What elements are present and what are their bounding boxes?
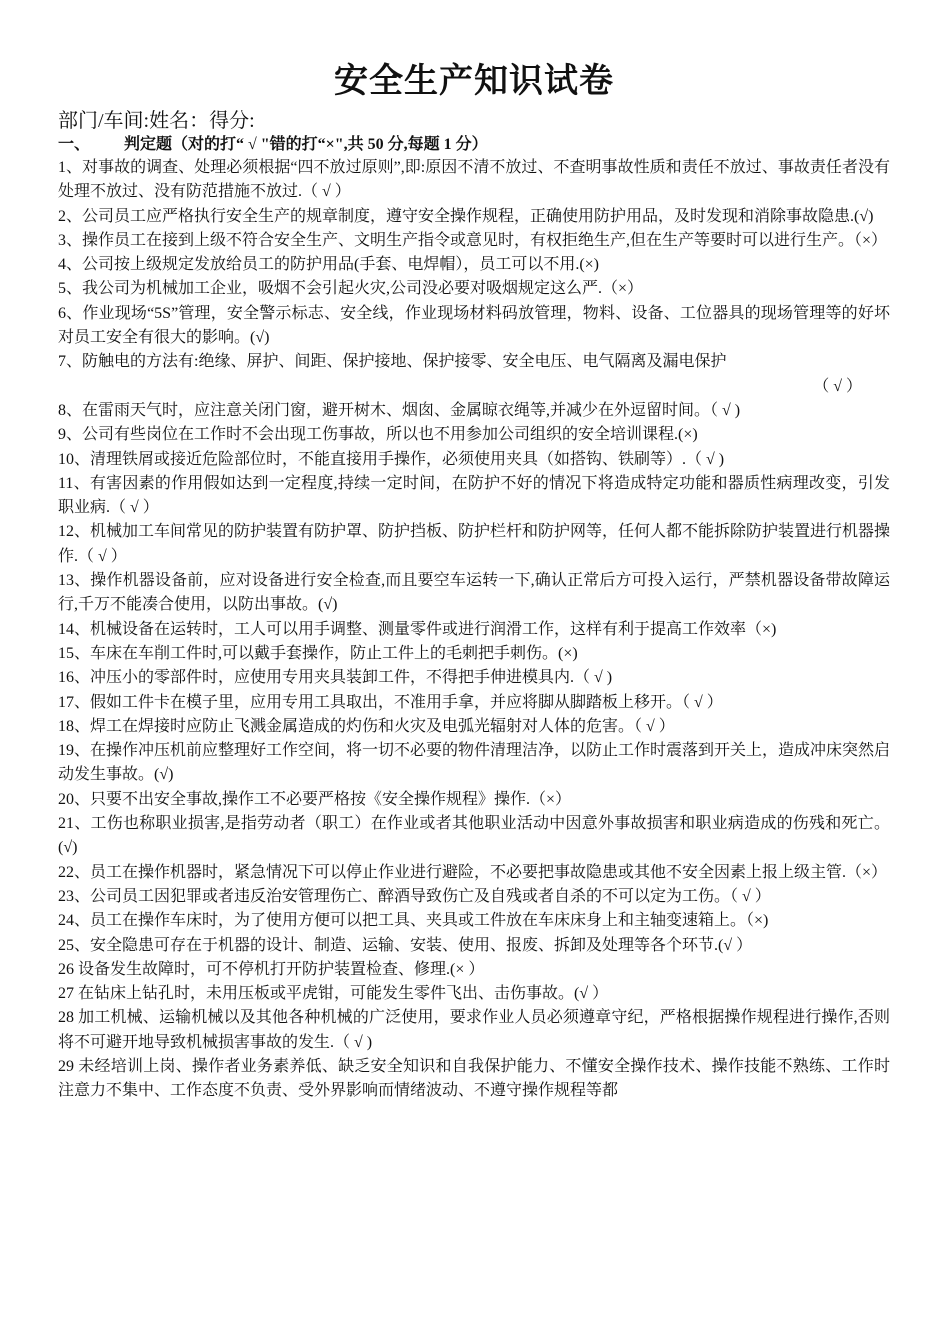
question-item: 1、对事故的调查、处理必须根据“四不放过原则”,即:原因不清不放过、不查明事故性质和责任不放过、事故责任者没有处理不放过、没有防范措施不放过.（ √ ） (58, 159, 890, 201)
question-item: 14、机械设备在运转时，工人可以用手调整、测量零件或进行润滑工作，这样有利于提高工作效率（×) (58, 620, 777, 638)
question-item: 16、冲压小的零部件时，应使用专用夹具装卸工件，不得把手伸进模具内.（ √ ) (58, 669, 613, 687)
section-heading (58, 134, 890, 156)
question-item: 27 在钻床上钻孔时，未用压板或平虎钳，可能发生零件飞出、击伤事故。(√ ） (58, 985, 609, 1003)
meta-line: 部门/车间:姓名：得分: (58, 110, 255, 132)
question-item: 24、员工在操作车床时，为了使用方便可以把工具、夹具或工件放在车床床身上和主轴变速箱上。（×) (58, 912, 769, 930)
question-item: 13、操作机器设备前，应对设备进行安全检查,而且要空车运转一下,确认正常后方可投入运行，严禁机器设备带故障运行,千万不能凑合使用，以防出事故。(√) (58, 572, 890, 614)
question-item: 15、车床在车削工件时,可以戴手套操作，防止工件上的毛刺把手刺伤。(×) (58, 644, 578, 662)
question-item: 28 加工机械、运输机械以及其他各种机械的广泛使用，要求作业人员必须遵章守纪，严格根据操作规程进行操作,否则将不可避开地导致机械损害事故的发生.（ √ ) (58, 1009, 890, 1051)
question-item: 11、有害因素的作用假如达到一定程度,持续一定时间，在防护不好的情况下将造成特定功能和器质性病理改变，引发职业病.（ √ ） (58, 474, 890, 517)
question-item: 2、公司员工应严格执行安全生产的规章制度，遵守安全操作规程，正确使用防护用品，及时发现和消除事故隐患.(√) (58, 207, 874, 225)
question-item: 19、在操作冲压机前应整理好工作空间，将一切不必要的物件清理洁净，以防止工作时震落到开关上，造成冲床突然启动发生事故。(√) (58, 742, 891, 784)
question-item: 3、操作员工在接到上级不符合安全生产、文明生产指令或意见时，有权拒绝生产,但在生产等要时可以进行生产。（×） (58, 231, 888, 249)
question-item: 29 未经培训上岗、操作者业务素养低、缺乏安全知识和自我保护能力、不懂安全操作技术、操作技能不熟练、工作时注意力不集中、工作态度不负责、受外界影响而情绪波动、不遵守操作规程等都 (58, 1057, 890, 1100)
question-item: 8、在雷雨天气时，应注意关闭门窗，避开树木、烟囱、金属晾衣绳等,并减少在外逗留时间。（ √ ) (58, 401, 741, 419)
question-item: 23、公司员工因犯罪或者违反治安管理伤亡、醉酒导致伤亡及自残或者自杀的不可以定为工伤。（ √ ） (58, 887, 771, 905)
question-item: 18、焊工在焊接时应防止飞溅金属造成的灼伤和火灾及电弧光辐射对人体的危害。（ √ ） (58, 717, 675, 735)
section-title: 判定题（对的打“ √ "错的打“×",共 50 分,每题 1 分） (124, 136, 488, 153)
page-title: 安全生产知识试卷 (334, 63, 614, 100)
question-item: 21、工伤也称职业损害,是指劳动者（职工）在作业或者其他职业活动中因意外事故损害和职业病造成的伤残和死亡。(√) (58, 815, 890, 857)
question-answer: （ √ ） (813, 377, 862, 395)
question-item: 25、安全隐患可存在于机器的设计、制造、运输、安装、使用、报废、拆卸及处理等各个环节.(√ ） (58, 936, 753, 954)
question-item: 10、清理铁屑或接近危险部位时，不能直接用手操作，必须使用夹具（如搭钩、铁刷等）.（ √ ) (58, 450, 725, 468)
question-item: 22、员工在操作机器时，紧急情况下可以停止作业进行避险，不必要把事故隐患或其他不安全因素上报上级主管.（×） (58, 863, 888, 881)
question-text: 7、防触电的方法有:绝缘、屏护、间距、保护接地、保护接零、安全电压、电气隔离及漏电保护 (58, 353, 727, 371)
question-item: 4、公司按上级规定发放给员工的防护用品(手套、电焊帽），员工可以不用.(×) (58, 256, 600, 274)
question-item: 12、机械加工车间常见的防护装置有防护罩、防护挡板、防护栏杆和防护网等，任何人都不能拆除防护装置进行机器操作.（ √ ） (58, 523, 891, 565)
question-list (58, 156, 890, 1104)
question-item: 5、我公司为机械加工企业，吸烟不会引起火灾,公司没必要对吸烟规定这么严.（×） (58, 280, 644, 298)
question-item: 26 设备发生故障时，可不停机打开防护装置检查、修理.(× ） (58, 960, 485, 978)
question-item: 6、作业现场“5S”管理，安全警示标志、安全线，作业现场材料码放管理，物料、设备、工位器具的现场管理等的好坏对员工安全有很大的影响。(√) (58, 304, 890, 347)
section-number: 一、 (58, 136, 91, 153)
question-item: 20、只要不出安全事故,操作工不必要严格按《安全操作规程》操作.（×） (58, 790, 572, 808)
question-item: 17、假如工件卡在模子里，应用专用工具取出，不准用手拿，并应将脚从脚踏板上移开。（ √ ） (58, 693, 723, 711)
question-item (58, 350, 890, 399)
question-item: 9、公司有些岗位在工作时不会出现工伤事故，所以也不用参加公司组织的安全培训课程.(×) (58, 426, 698, 444)
